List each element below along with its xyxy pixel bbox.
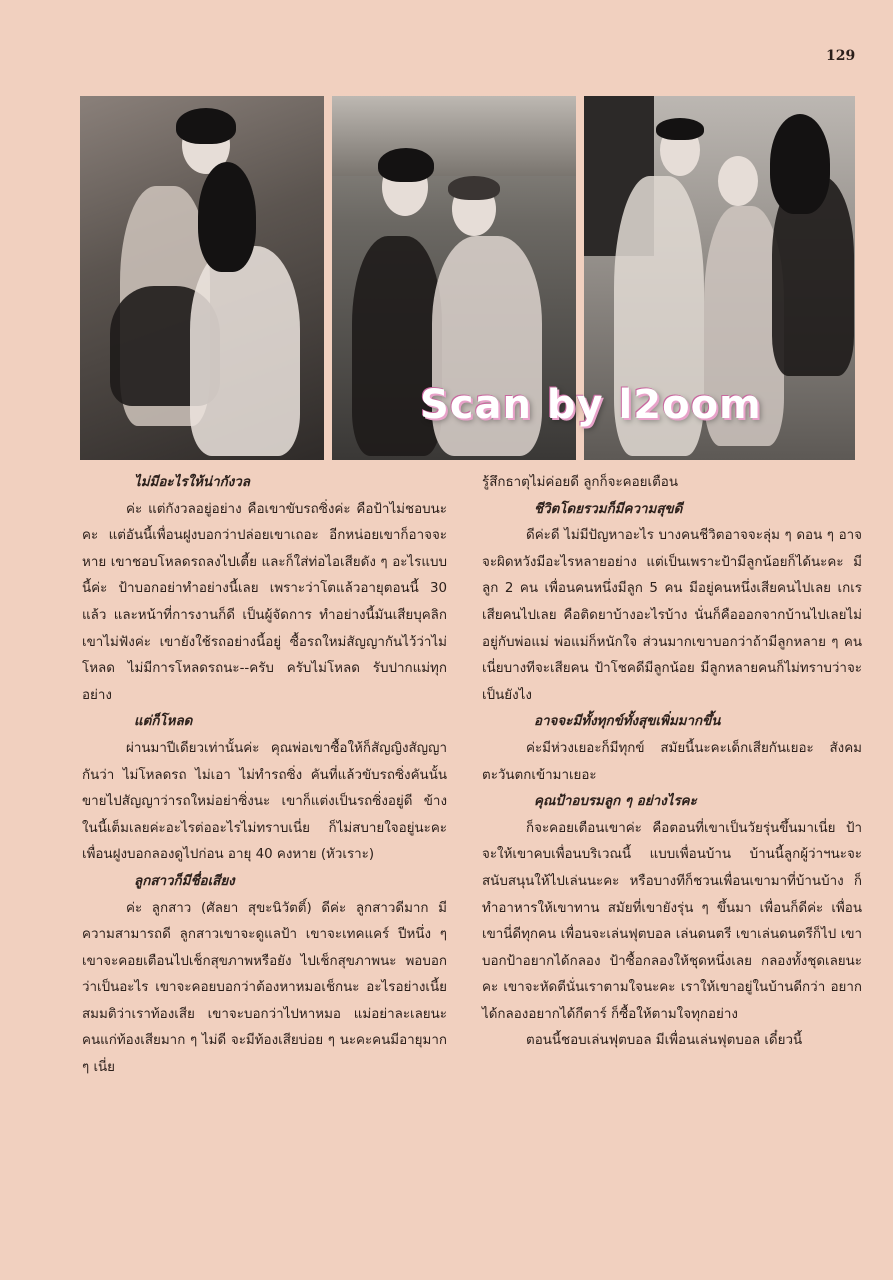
scan-watermark: Scan by l2oom [420,382,762,428]
page-number: 129 [826,48,856,64]
section-heading: แต่ก็โหลด [134,714,193,730]
section-heading: อาจจะมีทั้งทุกข์ทั้งสุขเพิ่มมากขึ้น [534,714,721,730]
article-paragraph: ค่ะ ลูกสาว (ศัลยา สุขะนิวัตติ์) ดีค่ะ ลูกสาวดีมาก มีความสามารถดี ลูกสาวเขาจะดูแลป้า เขาจะเทคแคร์ ปีหนึ่ง ๆ เขาจะคอยเตือนไปเช็กสุขภาพหรือยัง ไปเช็กสุขภาพนะ พอบอกว่าเป็นอะไร เขาจะคอยบอกว่าต้องหาหมอเช็กนะ อะไรอย่างเนี้ย สมมติว่าเราท้องเสีย เขาจะบอกว่าไปหาหมอ แม่อย่าละเลยนะ คนแก่ท้องเสียมาก ๆ ไม่ดี จะมีท้องเสียบ่อย ๆ นะคะคนมีอายุมาก ๆ เนี่ย [82,900,447,1076]
article-paragraph: ตอนนี้ชอบเล่นฟุตบอล มีเพื่อนเล่นฟุตบอล เดี๋ยวนี้ [526,1033,803,1049]
article-paragraph: ค่ะ แต่กังวลอยู่อย่าง คือเขาขับรถซิ่งค่ะ คือป้าไม่ชอบนะคะ แต่อันนี้เพื่อนฝูงบอกว่าปล่อยเขาเถอะ อีกหน่อยเขาก็อาจจะหาย เขาชอบโหลดรถลงไปเตี้ย และก็ใส่ท่อไอเสียดัง ๆ อะไรแบบนี้ค่ะ ป้าบอกอย่าทำอย่างนี้เลย เพราะว่าโตแล้วอายุตอนนี้ 30 แล้ว และหน้าที่การงานก็ดี เป็นผู้จัดการ ทำอย่างนี้มันเสียบุคลิก เขาไม่ฟังค่ะ เขายังใช้รถอย่างนี้อยู่ ซื้อรถใหม่สัญญากันไว้ว่าไม่โหลด ไม่มีการโหลดรถนะ--ครับ ครับไม่โหลด รับปากแม่ทุกอย่าง [82,501,447,703]
article-left-column [82,470,447,1082]
photo-mother-daughter [80,96,324,460]
section-heading: ลูกสาวก็มีชื่อเสียง [134,873,235,889]
section-heading: ไม่มีอะไรให้น่ากังวล [134,475,250,490]
section-heading: ชีวิตโดยรวมก็มีความสุขดี [534,501,683,517]
article-paragraph: ดีค่ะดี ไม่มีปัญหาอะไร บางคนชีวิตอาจจะลุ่ม ๆ ดอน ๆ อาจจะผิดหวังมีอะไรหลายอย่าง แต่เป็นเพราะป้ามีลูกน้อยก็ได้นะคะ มีลูก 2 คน เพื่อนคนหนึ่งมีลูก 5 คน มีอยู่คนหนึ่งเสียคนไปเลย เกเร เสียคนไปเลย คือติดยาบ้างอะไรบ้าง นั่นก็คือออกจากบ้านไปเลยไม่อยู่กับพ่อแม่ พ่อแม่ก็หนักใจ ส่วนมากเขาบอกว่าถ้ามีลูกหลาย ๆ คน เนี่ยบางทีจะเสียคน ป้าโชคดีมีลูกน้อย มีลูกหลายคนก็ไม่ทราบว่าจะเป็นยังไง [482,528,862,703]
article-paragraph: ก็จะคอยเตือนเขาค่ะ คือตอนที่เขาเป็นวัยรุ่นขึ้นมาเนี่ย ป้าจะให้เขาคบเพื่อนบริเวณนี้ แบบเพื่อนบ้าน บ้านนี้ลูกผู้ว่าฯนะจะสนับสนุนให้ไปเล่นนะคะ หรือบางทีก็ชวนเพื่อนเขามาที่บ้านบ้าง ก็ทำอาหารให้เขาทาน สมัยที่เขายังรุ่น ๆ ขึ้นมา เพื่อนก็ดีค่ะ เพื่อนเขานี่ดีทุกคน เพื่อนจะเล่นฟุตบอล เล่นดนตรี เขาเล่นดนตรีก็ไป เขาบอกป้าอยากได้กลอง ป้าซื้อกลองให้ชุดหนึ่งเลย กลองทั้งชุดเลยนะคะ เขาจะหัดตีนั่นเราตามใจนะคะ เราให้เขาอยู่ในบ้านดีกว่า อยากได้กลองอยากได้กีตาร์ ก็ซื้อให้ตามใจทุกอย่าง [482,820,862,1022]
article-paragraph-continued: รู้สึกธาตุไม่ค่อยดี ลูกก็จะคอยเตือน [482,475,678,490]
article-paragraph: ผ่านมาปีเดียวเท่านั้นค่ะ คุณพ่อเขาซื้อให้ก็สัญญิงสัญญากันว่า ไม่โหลดรถ ไม่เอา ไม่ทำรถซิ่ง คันที่แล้วขับรถซิ่งคันนั้นขายไปสัญญาว่ารถใหม่อย่าซิ่งนะ เขาก็แต่งเป็นรถซิ่งอยู่ดี ข้างในนี้เต็มเลยค่ะอะไรต่ออะไรไม่ทราบเนี่ย ก็ไม่สบายใจอยู่นะคะ เพื่อนฝูงบอกลองดูไปก่อน อายุ 40 คงหาย (หัวเราะ) [82,740,447,863]
article-paragraph: ค่ะมีห่วงเยอะก็มีทุกข์ สมัยนี้นะคะเด็กเสียกันเยอะ สังคมตะวันตกเข้ามาเยอะ [482,740,862,783]
article-right-column [482,470,862,1055]
section-heading: คุณป้าอบรมลูก ๆ อย่างไรคะ [534,794,697,810]
